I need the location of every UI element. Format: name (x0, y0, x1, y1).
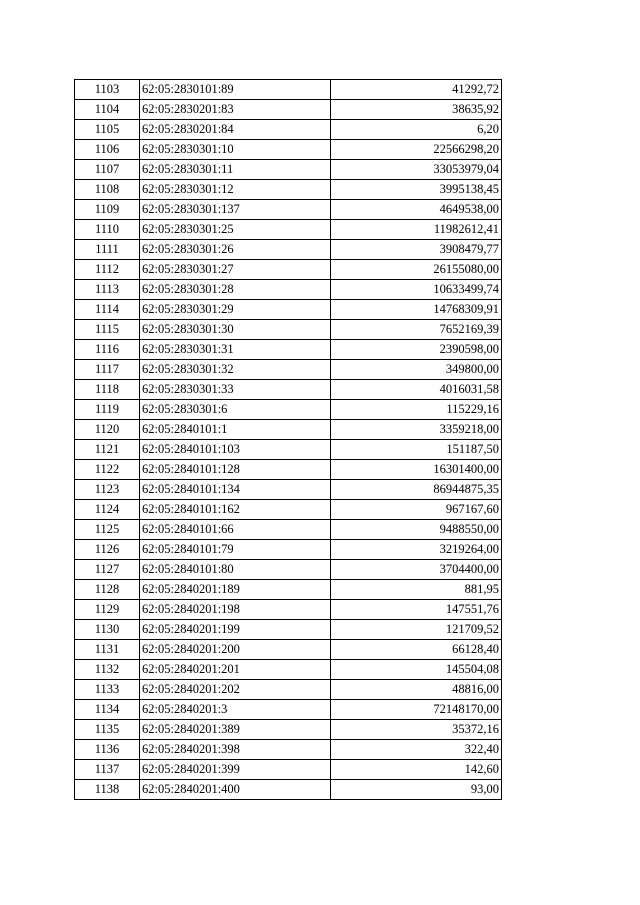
cadastral-value-cell: 48816,00 (331, 680, 502, 700)
cadastral-number-cell: 62:05:2840201:201 (140, 660, 331, 680)
row-number-cell: 1125 (75, 520, 140, 540)
row-number-cell: 1137 (75, 760, 140, 780)
cadastral-number-cell: 62:05:2840201:198 (140, 600, 331, 620)
table-row (75, 280, 502, 300)
cadastral-number-cell: 62:05:2830301:26 (140, 240, 331, 260)
row-number-cell: 1112 (75, 260, 140, 280)
table-row (75, 340, 502, 360)
cadastral-number-cell: 62:05:2830301:25 (140, 220, 331, 240)
cadastral-number-cell: 62:05:2840101:1 (140, 420, 331, 440)
cadastral-value-cell: 41292,72 (331, 80, 502, 100)
cadastral-value-cell: 26155080,00 (331, 260, 502, 280)
table-row (75, 560, 502, 580)
row-number-cell: 1136 (75, 740, 140, 760)
cadastral-number-cell: 62:05:2830301:33 (140, 380, 331, 400)
table-row (75, 620, 502, 640)
cadastral-number-cell: 62:05:2830301:31 (140, 340, 331, 360)
cadastral-number-cell: 62:05:2830301:11 (140, 160, 331, 180)
cadastral-value-cell: 33053979,04 (331, 160, 502, 180)
row-number-cell: 1119 (75, 400, 140, 420)
table-row (75, 760, 502, 780)
row-number-cell: 1103 (75, 80, 140, 100)
cadastral-value-cell: 22566298,20 (331, 140, 502, 160)
cadastral-value-cell: 86944875,35 (331, 480, 502, 500)
cadastral-number-cell: 62:05:2830301:12 (140, 180, 331, 200)
row-number-cell: 1113 (75, 280, 140, 300)
table-row (75, 320, 502, 340)
cadastral-value-cell: 142,60 (331, 760, 502, 780)
table-row (75, 720, 502, 740)
row-number-cell: 1127 (75, 560, 140, 580)
table-row (75, 600, 502, 620)
table-row (75, 400, 502, 420)
cadastral-value-cell: 2390598,00 (331, 340, 502, 360)
cadastral-value-cell: 9488550,00 (331, 520, 502, 540)
table-body (75, 80, 502, 800)
cadastral-value-cell: 38635,92 (331, 100, 502, 120)
row-number-cell: 1116 (75, 340, 140, 360)
table-row (75, 240, 502, 260)
cadastral-number-cell: 62:05:2840101:79 (140, 540, 331, 560)
table-row (75, 380, 502, 400)
cadastral-value-cell: 967167,60 (331, 500, 502, 520)
cadastral-value-cell: 10633499,74 (331, 280, 502, 300)
table-row (75, 360, 502, 380)
row-number-cell: 1118 (75, 380, 140, 400)
table-row (75, 420, 502, 440)
table-row (75, 740, 502, 760)
row-number-cell: 1126 (75, 540, 140, 560)
cadastral-number-cell: 62:05:2830301:28 (140, 280, 331, 300)
row-number-cell: 1131 (75, 640, 140, 660)
cadastral-value-cell: 16301400,00 (331, 460, 502, 480)
cadastral-value-cell: 7652169,39 (331, 320, 502, 340)
table-row (75, 640, 502, 660)
table-row (75, 460, 502, 480)
table-row (75, 120, 502, 140)
cadastral-number-cell: 62:05:2830301:27 (140, 260, 331, 280)
cadastral-value-table (74, 79, 502, 800)
cadastral-value-cell: 147551,76 (331, 600, 502, 620)
cadastral-value-cell: 11982612,41 (331, 220, 502, 240)
cadastral-number-cell: 62:05:2830301:137 (140, 200, 331, 220)
cadastral-value-cell: 14768309,91 (331, 300, 502, 320)
cadastral-number-cell: 62:05:2840101:80 (140, 560, 331, 580)
row-number-cell: 1120 (75, 420, 140, 440)
cadastral-value-cell: 151187,50 (331, 440, 502, 460)
table-row (75, 160, 502, 180)
cadastral-number-cell: 62:05:2830101:89 (140, 80, 331, 100)
table-row (75, 180, 502, 200)
cadastral-value-cell: 4649538,00 (331, 200, 502, 220)
cadastral-value-cell: 121709,52 (331, 620, 502, 640)
table-row (75, 440, 502, 460)
cadastral-number-cell: 62:05:2840201:399 (140, 760, 331, 780)
row-number-cell: 1130 (75, 620, 140, 640)
cadastral-value-cell: 3995138,45 (331, 180, 502, 200)
row-number-cell: 1138 (75, 780, 140, 800)
table-row (75, 660, 502, 680)
cadastral-value-cell: 6,20 (331, 120, 502, 140)
table-row (75, 260, 502, 280)
cadastral-number-cell: 62:05:2840101:66 (140, 520, 331, 540)
table-row (75, 80, 502, 100)
cadastral-number-cell: 62:05:2840101:128 (140, 460, 331, 480)
cadastral-value-cell: 3219264,00 (331, 540, 502, 560)
table-row (75, 200, 502, 220)
cadastral-value-cell: 35372,16 (331, 720, 502, 740)
row-number-cell: 1108 (75, 180, 140, 200)
cadastral-number-cell: 62:05:2830201:83 (140, 100, 331, 120)
table-row (75, 500, 502, 520)
row-number-cell: 1105 (75, 120, 140, 140)
row-number-cell: 1129 (75, 600, 140, 620)
table-row (75, 480, 502, 500)
cadastral-value-cell: 66128,40 (331, 640, 502, 660)
cadastral-number-cell: 62:05:2840201:189 (140, 580, 331, 600)
row-number-cell: 1133 (75, 680, 140, 700)
row-number-cell: 1123 (75, 480, 140, 500)
table-row (75, 700, 502, 720)
cadastral-value-cell: 3908479,77 (331, 240, 502, 260)
row-number-cell: 1134 (75, 700, 140, 720)
row-number-cell: 1122 (75, 460, 140, 480)
cadastral-number-cell: 62:05:2840101:162 (140, 500, 331, 520)
cadastral-value-cell: 349800,00 (331, 360, 502, 380)
row-number-cell: 1107 (75, 160, 140, 180)
cadastral-number-cell: 62:05:2830301:32 (140, 360, 331, 380)
cadastral-value-cell: 3359218,00 (331, 420, 502, 440)
table-row (75, 520, 502, 540)
cadastral-number-cell: 62:05:2840201:202 (140, 680, 331, 700)
cadastral-number-cell: 62:05:2830301:6 (140, 400, 331, 420)
cadastral-value-cell: 72148170,00 (331, 700, 502, 720)
cadastral-number-cell: 62:05:2840201:389 (140, 720, 331, 740)
row-number-cell: 1124 (75, 500, 140, 520)
cadastral-number-cell: 62:05:2840101:103 (140, 440, 331, 460)
row-number-cell: 1109 (75, 200, 140, 220)
row-number-cell: 1132 (75, 660, 140, 680)
cadastral-value-cell: 881,95 (331, 580, 502, 600)
row-number-cell: 1117 (75, 360, 140, 380)
cadastral-number-cell: 62:05:2840201:398 (140, 740, 331, 760)
table-row (75, 780, 502, 800)
row-number-cell: 1135 (75, 720, 140, 740)
cadastral-number-cell: 62:05:2830301:10 (140, 140, 331, 160)
table-row (75, 100, 502, 120)
cadastral-value-cell: 322,40 (331, 740, 502, 760)
row-number-cell: 1114 (75, 300, 140, 320)
row-number-cell: 1106 (75, 140, 140, 160)
cadastral-number-cell: 62:05:2840201:200 (140, 640, 331, 660)
cadastral-number-cell: 62:05:2830301:30 (140, 320, 331, 340)
cadastral-value-cell: 115229,16 (331, 400, 502, 420)
cadastral-number-cell: 62:05:2840201:400 (140, 780, 331, 800)
table-row (75, 540, 502, 560)
cadastral-number-cell: 62:05:2830301:29 (140, 300, 331, 320)
row-number-cell: 1115 (75, 320, 140, 340)
cadastral-number-cell: 62:05:2830201:84 (140, 120, 331, 140)
row-number-cell: 1104 (75, 100, 140, 120)
row-number-cell: 1111 (75, 240, 140, 260)
table-row (75, 300, 502, 320)
row-number-cell: 1128 (75, 580, 140, 600)
row-number-cell: 1110 (75, 220, 140, 240)
cadastral-value-cell: 145504,08 (331, 660, 502, 680)
table-row (75, 140, 502, 160)
row-number-cell: 1121 (75, 440, 140, 460)
table-row (75, 580, 502, 600)
cadastral-value-cell: 93,00 (331, 780, 502, 800)
table-row (75, 220, 502, 240)
cadastral-number-cell: 62:05:2840101:134 (140, 480, 331, 500)
cadastral-number-cell: 62:05:2840201:199 (140, 620, 331, 640)
cadastral-number-cell: 62:05:2840201:3 (140, 700, 331, 720)
cadastral-value-cell: 3704400,00 (331, 560, 502, 580)
cadastral-value-cell: 4016031,58 (331, 380, 502, 400)
table-row (75, 680, 502, 700)
